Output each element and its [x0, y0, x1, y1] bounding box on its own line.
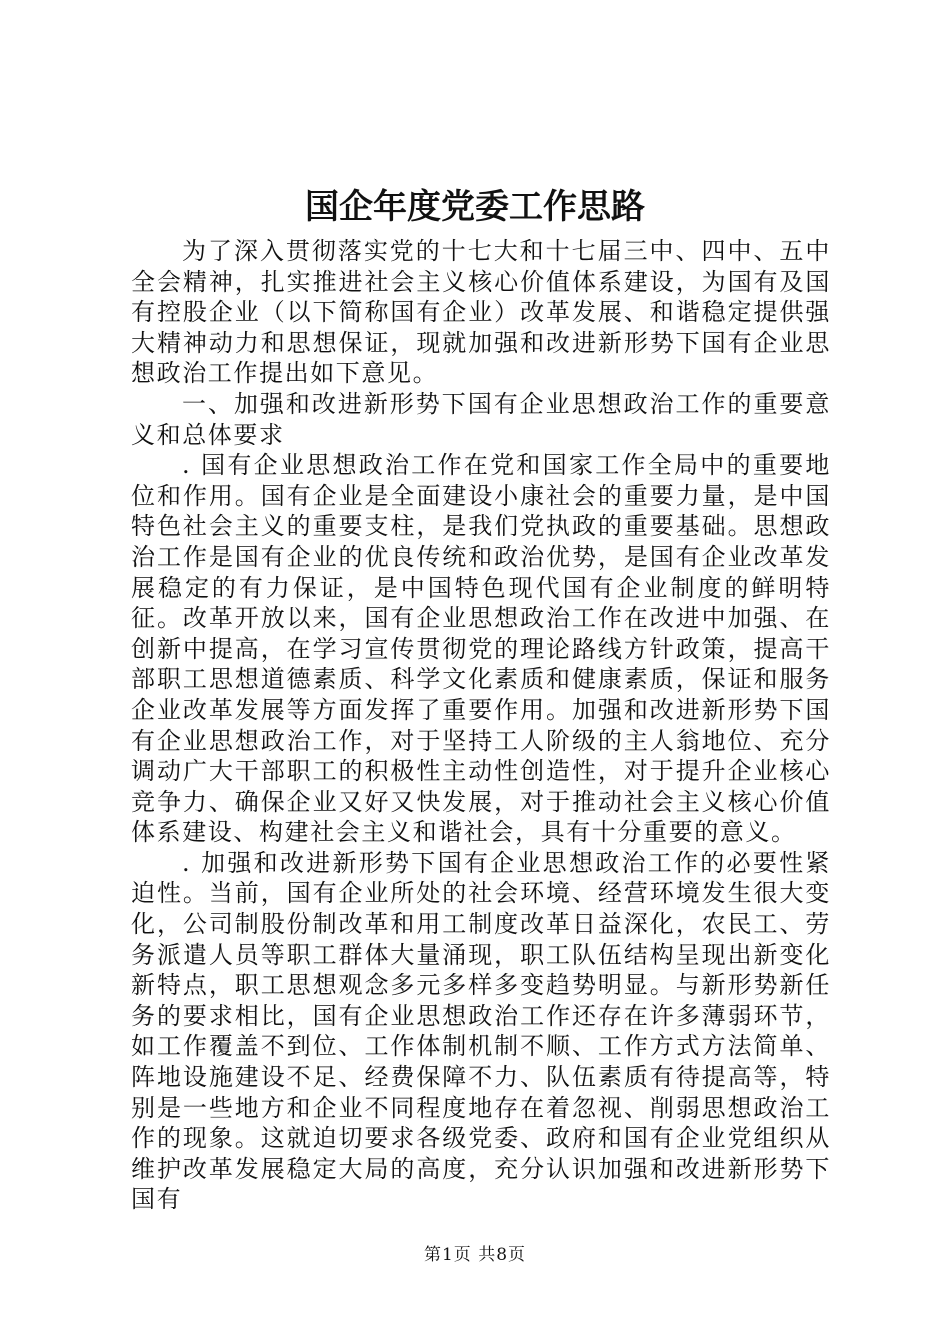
- intro-paragraph: 为了深入贯彻落实党的十七大和十七届三中、四中、五中全会精神，扎实推进社会主义核心价值体系建设，为国有及国有控股企业（以下简称国有企业）改革发展、和谐稳定提供强大精神动力和思想保证，现就加强和改进新形势下国有企业思想政治工作提出如下意见。: [131, 237, 831, 388]
- document-body: [131, 236, 831, 1215]
- body-paragraph-urgency: . 加强和改进新形势下国有企业思想政治工作的必要性紧迫性。当前，国有企业所处的社会环境、经营环境发生很大变化，公司制股份制改革和用工制度改革日益深化，农民工、劳务派遣人员等职工群体大量涌现，职工队伍结构呈现出新变化新特点，职工思想观念多元多样多变趋势明显。与新形势新任务的要求相比，国有企业思想政治工作还存在许多薄弱环节，如工作覆盖不到位、工作体制机制不顺、工作方式方法简单、阵地设施建设不足、经费保障不力、队伍素质有待提高等，特别是一些地方和企业不同程度地存在着忽视、削弱思想政治工作的现象。这就迫切要求各级党委、政府和国有企业党组织从维护改革发展稳定大局的高度，充分认识加强和改进新形势下国有: [131, 848, 831, 1214]
- section-heading-1: 一、加强和改进新形势下国有企业思想政治工作的重要意义和总体要求: [131, 389, 831, 449]
- body-paragraph-importance: . 国有企业思想政治工作在党和国家工作全局中的重要地位和作用。国有企业是全面建设小康社会的重要力量，是中国特色社会主义的重要支柱，是我们党执政的重要基础。思想政治工作是国有企业的优良传统和政治优势，是国有企业改革发展稳定的有力保证，是中国特色现代国有企业制度的鲜明特征。改革开放以来，国有企业思想政治工作在改进中加强、在创新中提高，在学习宣传贯彻党的理论路线方针政策，提高干部职工思想道德素质、科学文化素质和健康素质，保证和服务企业改革发展等方面发挥了重要作用。加强和改进新形势下国有企业思想政治工作，对于坚持工人阶级的主人翁地位、充分调动广大干部职工的积极性主动性创造性，对于提升企业核心竞争力、确保企业又好又快发展，对于推动社会主义核心价值体系建设、构建社会主义和谐社会，具有十分重要的意义。: [131, 451, 831, 847]
- page-number-footer: 第1页 共8页: [423, 1245, 527, 1265]
- document-title: 国企年度党委工作思路: [305, 187, 645, 227]
